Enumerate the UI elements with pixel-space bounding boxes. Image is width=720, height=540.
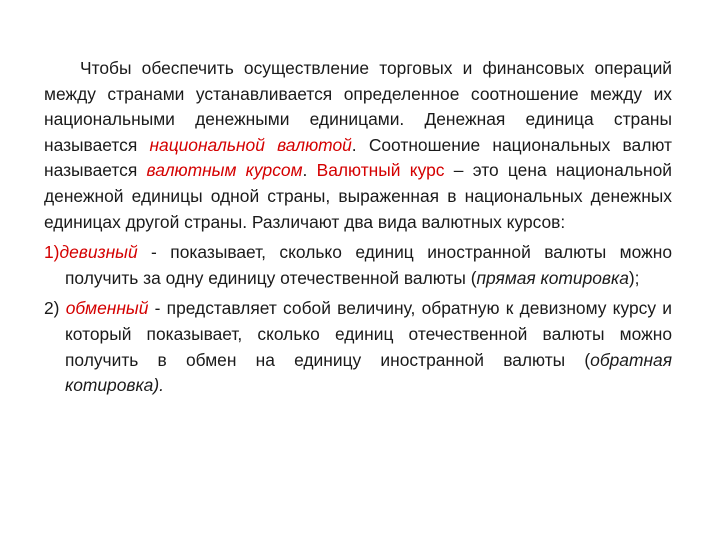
intro-text-1: Чтобы обеспечить осуществление торговых и финансовых операций между странами устанавливается определенное соотношение между их национальными денежными единицами. Денежная единица страны называется <box>44 58 672 155</box>
slide-body-text <box>44 56 672 399</box>
list-item-marker: 2) <box>44 298 66 319</box>
indirect-quote-note: обратная котировка). <box>65 349 672 396</box>
term-devisen-rate: девизный <box>59 242 138 263</box>
term-exchange-rate: валютным курсом <box>146 160 303 181</box>
intro-paragraph <box>44 56 672 235</box>
item-1-end: ); <box>628 267 640 288</box>
intro-text-4: – это цена национальной денежной единицы одной страны, выраженная в национальных денежных единицах другой страны. Различают два вида валютных курсов: <box>44 160 673 232</box>
list-item-devisen-rate <box>44 240 672 291</box>
list-item-marker: 1) <box>44 242 60 263</box>
list-item-exchange-rate <box>44 296 672 398</box>
item-2-text: - представляет собой величину, обратную к девизному курсу и который показывает, сколько единиц отечественной валюты можно получить в обмен на единицу иностранной валюты ( <box>65 298 673 370</box>
intro-text-3: . <box>302 160 317 181</box>
term-exchange-rate-definition: Валютный курс <box>316 160 445 181</box>
intro-text-2: . Соотношение национальных валют называется <box>44 134 672 181</box>
item-1-text: - показывает, сколько единиц иностранной валюты можно получить за одну единицу отечественной валюты ( <box>65 242 672 288</box>
direct-quote-note: прямая котировка <box>476 267 629 288</box>
term-exchange-type: обменный <box>65 298 149 319</box>
term-national-currency: национальной валютой <box>149 134 352 155</box>
